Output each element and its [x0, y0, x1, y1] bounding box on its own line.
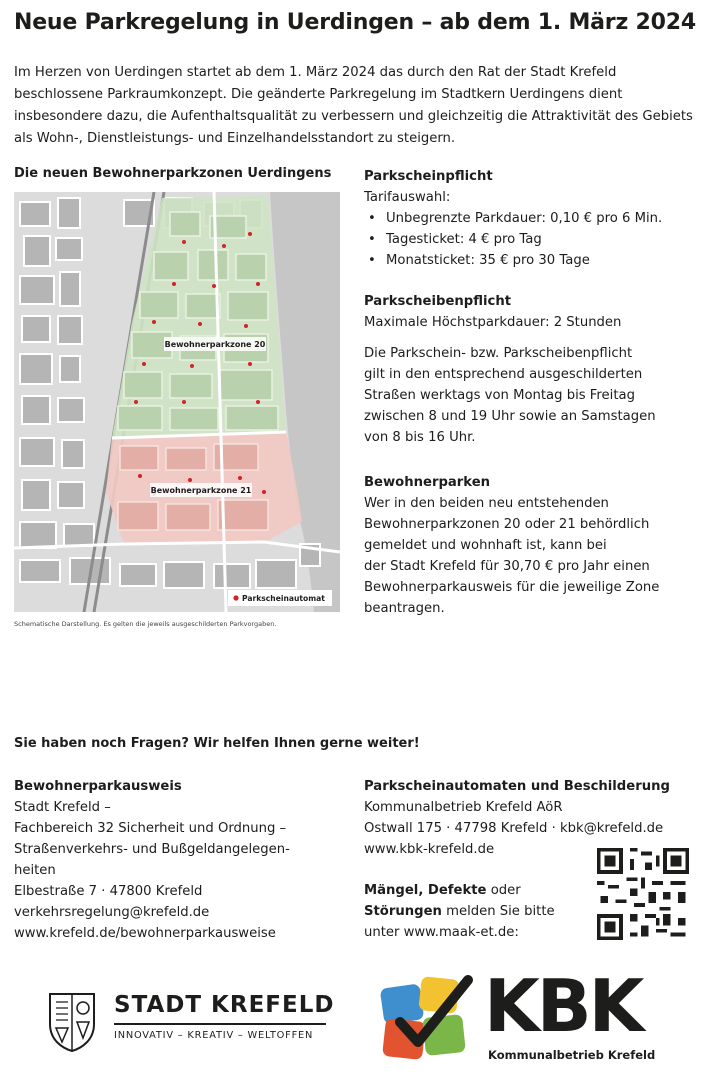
contact-web-link[interactable]: www.krefeld.de/bewohnerparkausweise	[14, 926, 276, 941]
zone-map	[14, 192, 340, 612]
parkschein-heading: Parkscheinpflicht	[364, 169, 493, 184]
info-column	[364, 166, 704, 619]
stadt-krefeld-logo	[46, 990, 336, 1052]
tariff-item: • Tagesticket: 4 € pro Tag	[364, 229, 704, 250]
rules-line: gilt in den entsprechend ausgeschilderten	[364, 367, 643, 382]
krefeld-wordmark: STADT KREFELD	[114, 992, 335, 1018]
zone-20-label: Bewohnerparkzone 20	[164, 340, 266, 349]
tariff-subheading: Tarifauswahl:	[364, 190, 451, 205]
kbk-contact-heading: Parkscheinautomaten und Beschilderung	[364, 779, 670, 794]
legend-parking-machine: Parkscheinautomat	[242, 594, 325, 603]
kbk-subtitle: Kommunalbetrieb Krefeld	[488, 1048, 656, 1062]
bewohnerparken-line: der Stadt Krefeld für 30,70 € pro Jahr einen	[364, 559, 650, 574]
tariff-list	[364, 208, 704, 271]
contact-address: Elbestraße 7 · 47800 Krefeld	[14, 884, 203, 899]
contact-line: Kommunalbetrieb Krefeld AöR	[364, 800, 563, 815]
rules-line: Straßen werktags von Montag bis Freitag	[364, 388, 635, 403]
bewohnerparken-line: gemeldet und wohnhaft ist, kann bei	[364, 538, 607, 553]
contact-line: Stadt Krefeld –	[14, 800, 111, 815]
kbk-web-link[interactable]: www.kbk-krefeld.de	[364, 842, 495, 857]
map-caption: Schematische Darstellung. Es gelten die jeweils ausgeschilderten Parkvorgaben.	[14, 620, 277, 628]
bewohnerparken-line: beantragen.	[364, 601, 445, 616]
tariff-item: • Monatsticket: 35 € pro 30 Tage	[364, 250, 704, 271]
report-bold-2: Störungen	[364, 904, 442, 919]
rules-line: von 8 bis 16 Uhr.	[364, 430, 476, 445]
contact-line: heiten	[14, 863, 56, 878]
kbk-wordmark: KBK	[484, 964, 642, 1048]
contact-heading: Sie haben noch Fragen? Wir helfen Ihnen gerne weiter!	[14, 736, 420, 751]
tariff-item: • Unbegrenzte Parkdauer: 0,10 € pro 6 Min.	[364, 208, 704, 229]
kbk-logo	[378, 964, 678, 1068]
contact-email-link[interactable]: verkehrsregelung@krefeld.de	[14, 905, 210, 920]
contact-address-email[interactable]: Ostwall 175 · 47798 Krefeld · kbk@krefeld.de	[364, 821, 664, 836]
kbk-check-mark-icon	[378, 972, 478, 1066]
bewohnerparken-line: Bewohnerparkausweis für die jeweilige Zone	[364, 580, 660, 595]
max-duration-text: Maximale Höchstparkdauer: 2 Stunden	[364, 315, 622, 330]
rules-line: Die Parkschein- bzw. Parkscheibenpflicht	[364, 346, 633, 361]
intro-paragraph: Im Herzen von Uerdingen startet ab dem 1. März 2024 das durch den Rat der Stadt Krefeld beschlossene Parkraumkonzept. Die geänderte Parkregelung im Stadtkern Uerdingens dient insbesondere dazu, die Aufenthaltsqualität zu verbessern und gleichzeitig die Attraktivität des Gebiets als Wohn-, Dienstleistungs- und Einzelhandelsstandort zu steigern.	[14, 65, 693, 146]
report-bold-1: Mängel, Defekte	[364, 883, 487, 898]
zone-21-label: Bewohnerparkzone 21	[150, 486, 252, 495]
contact-line: Straßenverkehrs- und Bußgeldangelegen-	[14, 842, 290, 857]
map-heading: Die neuen Bewohnerparkzonen Uerdingens	[14, 166, 332, 181]
page-title: Neue Parkregelung in Uerdingen – ab dem 1. März 2024	[14, 10, 696, 35]
parkscheibe-heading: Parkscheibenpflicht	[364, 294, 512, 309]
krefeld-divider	[114, 1023, 326, 1025]
contact-line: Fachbereich 32 Sicherheit und Ordnung –	[14, 821, 287, 836]
report-rest: melden Sie bitte	[441, 904, 555, 919]
bewohnerparken-line: Bewohnerparkzonen 20 oder 21 behördlich	[364, 517, 650, 532]
report-mid: oder	[486, 883, 521, 898]
qr-code-icon[interactable]	[597, 848, 689, 940]
krefeld-tagline: INNOVATIV – KREATIV – WELTOFFEN	[114, 1030, 314, 1041]
rules-line: zwischen 8 und 19 Uhr sowie an Samstagen	[364, 409, 656, 424]
bewohnerparken-heading: Bewohnerparken	[364, 475, 491, 490]
krefeld-crest-icon	[46, 990, 98, 1052]
contact-resident-permit	[14, 776, 344, 944]
bewohnerparken-line: Wer in den beiden neu entstehenden	[364, 496, 609, 511]
report-link[interactable]: unter www.maak-et.de:	[364, 925, 519, 940]
resident-permit-heading: Bewohnerparkausweis	[14, 779, 182, 794]
